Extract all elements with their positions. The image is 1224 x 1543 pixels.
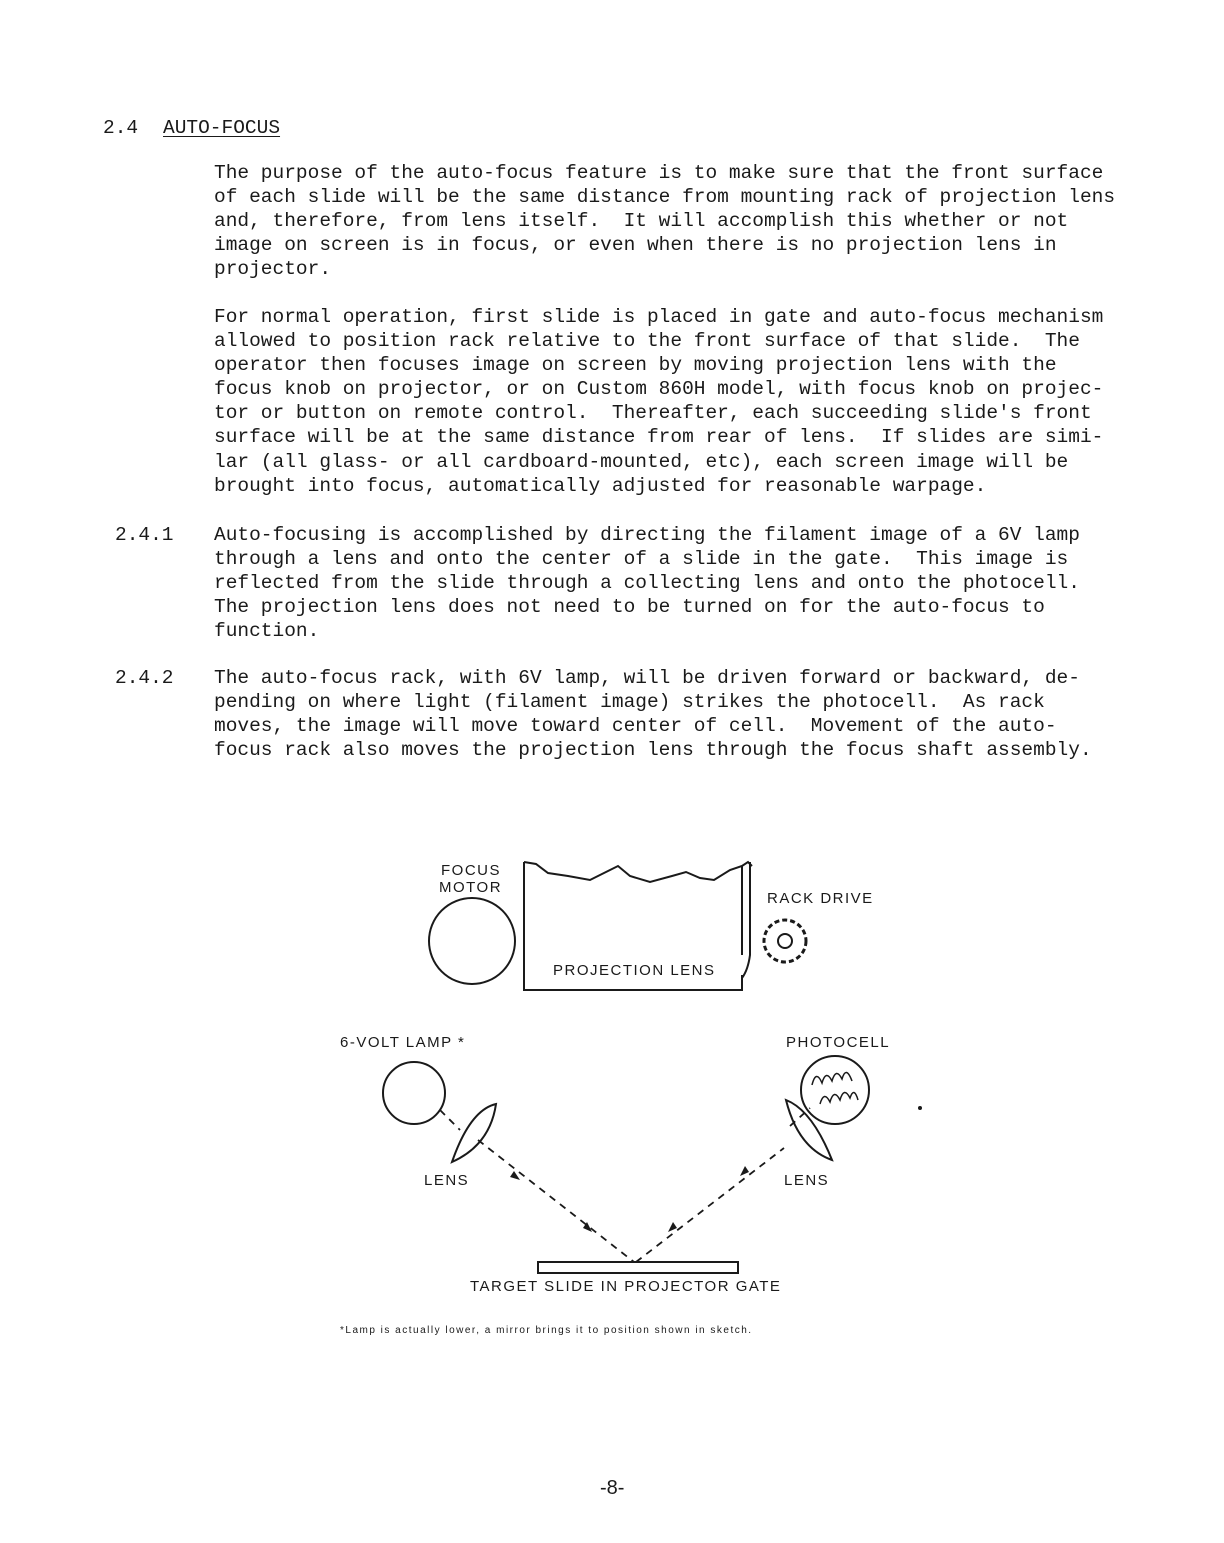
target-slide-rect <box>538 1262 738 1273</box>
light-path-lens-to-slide <box>478 1140 634 1262</box>
rack-drive-gear <box>764 920 806 962</box>
subsection-text-2-4-2: The auto-focus rack, with 6V lamp, will be driven forward or backward, de- pending on where light (filament image) strikes the photocell. As rack moves, the image will move toward center of cell. Movement of the auto- focus rack also moves the projection lens through the focus shaft assembly. <box>214 667 1092 762</box>
lens-housing-inner-edge <box>742 862 750 978</box>
subsection-number-2-4-1: 2.4.1 <box>115 524 174 546</box>
lamp-circle <box>383 1062 445 1124</box>
focus-motor-label-1: FOCUS <box>441 862 501 879</box>
operation-paragraph: For normal operation, first slide is placed in gate and auto-focus mechanism allowed to position rack relative to the front surface of that slide. The operator then focuses image on screen by moving projection lens with the focus knob on projector, or on Custom 860H model, with focus knob on projec- tor or button on remote control. Thereafter, each succeeding slide's front surface will be at the same distance from rear of lens. If slides are simi- lar (all glass- or all cardboard-mounted, etc), each screen image will be brought into focus, automatically adjusted for reasonable warpage. <box>214 306 1104 497</box>
intro-paragraph: The purpose of the auto-focus feature is to make sure that the front surface of each slide will be the same distance from mounting rack of projection lens and, therefore, from lens itself. It will accomplish this whether or not image on screen is in focus, or even when there is no projection lens in projector. <box>214 162 1116 281</box>
lens-housing-break-line <box>524 862 752 882</box>
subsection-text-2-4-1: Auto-focusing is accomplished by directing the filament image of a 6V lamp through a lens and onto the center of a slide in the gate. This image is reflected from the slide through a collecting lens and onto the photocell. The projection lens does not need to be turned on for the auto-focus to function. <box>214 524 1080 643</box>
photocell-label: PHOTOCELL <box>786 1034 891 1051</box>
photocell-circle <box>801 1056 869 1124</box>
lamp-label: 6-VOLT LAMP * <box>340 1034 466 1051</box>
rack-drive-hub <box>778 934 792 948</box>
focus-motor-circle <box>429 898 515 984</box>
right-lens-label: LENS <box>784 1172 830 1189</box>
subsection-number-2-4-2: 2.4.2 <box>115 667 174 689</box>
light-path-slide-to-lens <box>636 1148 784 1262</box>
arrow-down-left <box>510 1171 520 1180</box>
light-path-lamp-to-lens <box>440 1110 460 1130</box>
left-lens-shape <box>452 1104 496 1162</box>
left-lens-label: LENS <box>424 1172 470 1189</box>
section-number: 2.4 <box>103 117 139 139</box>
projection-lens-label: PROJECTION LENS <box>553 962 716 979</box>
focus-motor-label-2: MOTOR <box>439 879 503 896</box>
page-number: -8- <box>600 1477 625 1499</box>
arrow-up-mid <box>668 1222 677 1232</box>
target-slide-label: TARGET SLIDE IN PROJECTOR GATE <box>470 1278 782 1295</box>
stray-dot <box>918 1106 922 1110</box>
photocell-element <box>812 1072 858 1104</box>
rack-drive-label: RACK DRIVE <box>767 890 874 907</box>
lamp-footnote: *Lamp is actually lower, a mirror brings it to position shown in sketch. <box>340 1325 753 1336</box>
section-title: AUTO-FOCUS <box>163 117 281 139</box>
right-lens-shape <box>786 1100 832 1160</box>
arrow-up-right <box>740 1166 749 1176</box>
